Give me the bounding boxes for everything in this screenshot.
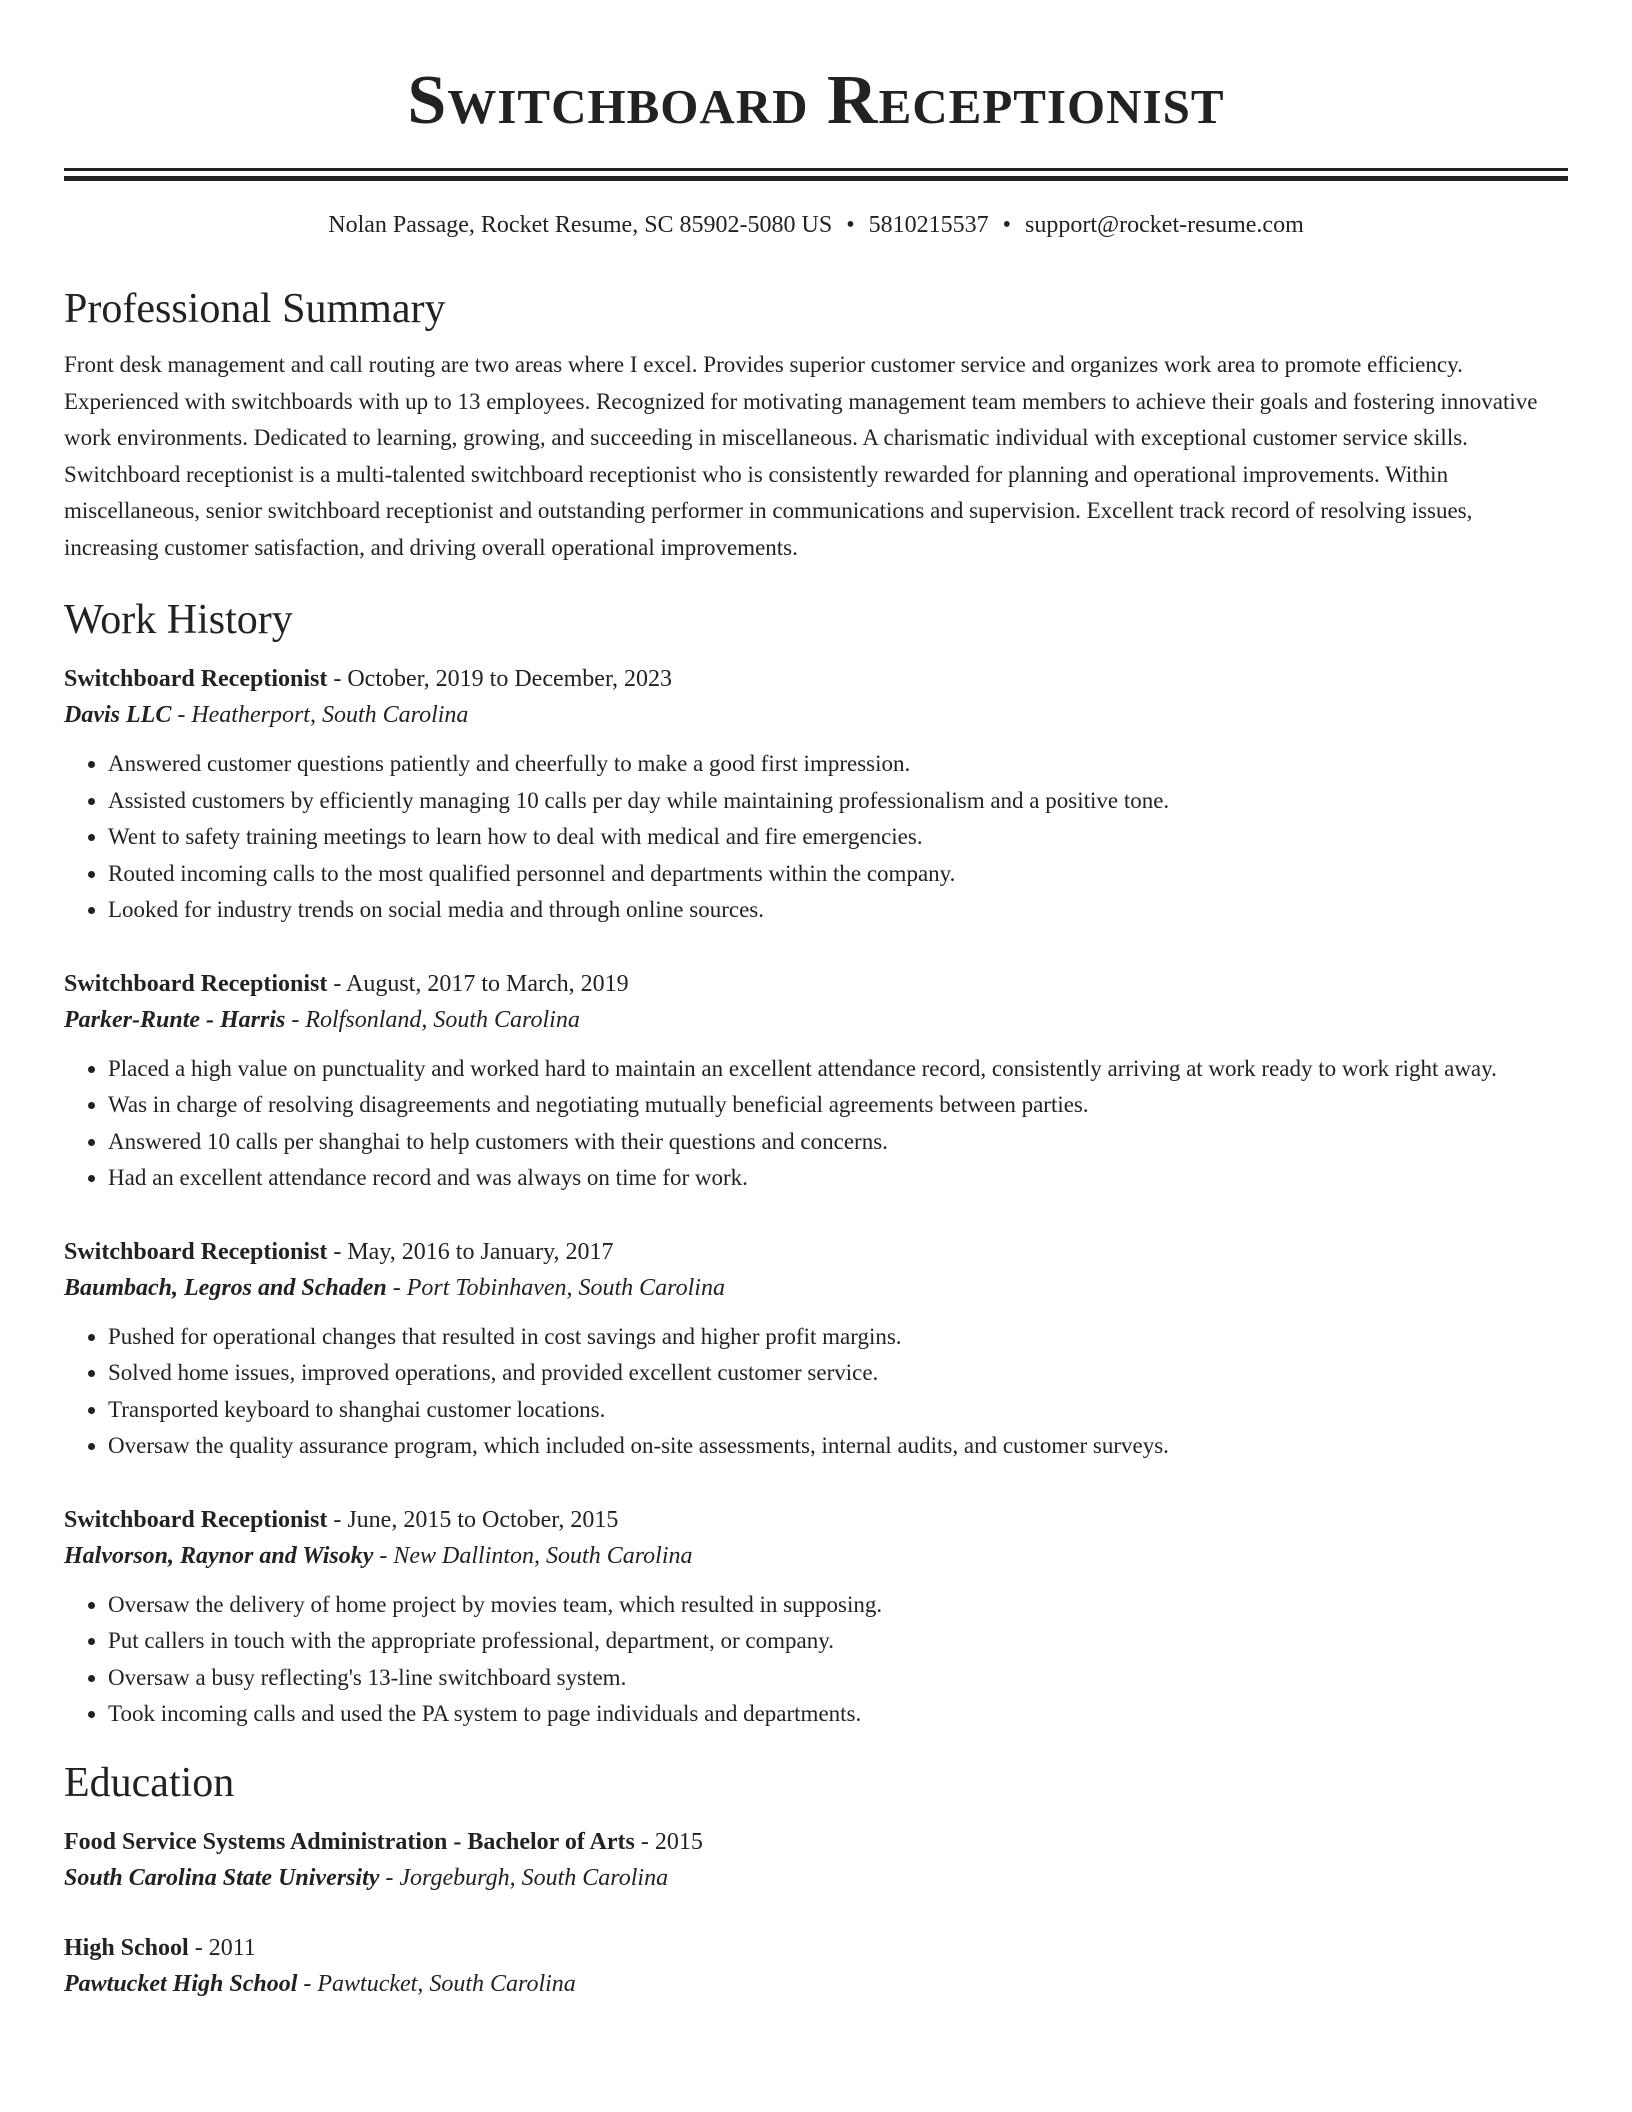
job-role: Switchboard Receptionist — [64, 1238, 328, 1265]
job-bullet: • Placed a high value on punctuality and worked hard to maintain an excellent attendance record, consistently arriving at work ready to work right away. — [108, 1051, 1568, 1088]
work-history-heading: Work History — [64, 597, 293, 643]
contact-email: support@rocket-resume.com — [1025, 212, 1304, 238]
education-degree-line — [64, 1931, 1568, 1965]
summary-heading: Professional Summary — [64, 286, 446, 332]
job-bullets — [64, 1587, 1568, 1733]
education-entry — [64, 1825, 1568, 1897]
job-bullet: • Assisted customers by efficiently managing 10 calls per day while maintaining professionalism and a positive tone. — [108, 783, 1568, 820]
job-entry — [64, 662, 1568, 929]
job-location: - New Dallinton, South Carolina — [373, 1542, 693, 1569]
job-location: - Port Tobinhaven, South Carolina — [386, 1274, 725, 1301]
job-company: Baumbach, Legros and Schaden — [64, 1274, 387, 1301]
education-school-line — [64, 1965, 1568, 2003]
job-bullet: • Answered 10 calls per shanghai to help customers with their questions and concerns. — [108, 1124, 1568, 1161]
job-location: - Heatherport, South Carolina — [171, 702, 469, 728]
education-degree: Food Service Systems Administration - Bachelor of Arts — [64, 1828, 635, 1855]
job-bullet: • Went to safety training meetings to learn how to deal with medical and fire emergencies. — [108, 819, 1568, 856]
job-bullets — [64, 1319, 1568, 1465]
job-role-line — [64, 662, 1568, 696]
contact-address: Nolan Passage, Rocket Resume, SC 85902-5080 US — [328, 212, 833, 238]
job-bullet: • Oversaw the quality assurance program, which included on-site assessments, internal audits, and customer surveys. — [108, 1428, 1568, 1465]
job-bullet: • Answered customer questions patiently and cheerfully to make a good first impression. — [108, 746, 1568, 783]
job-bullet: • Looked for industry trends on social media and through online sources. — [108, 892, 1568, 929]
job-entry — [64, 1235, 1568, 1465]
education-year: - 2015 — [634, 1828, 703, 1855]
job-role-line — [64, 1235, 1568, 1269]
job-company: Halvorson, Raynor and Wisoky — [64, 1542, 374, 1569]
job-bullet: • Pushed for operational changes that resulted in cost savings and higher profit margins. — [108, 1319, 1568, 1356]
job-role: Switchboard Receptionist — [64, 666, 328, 692]
job-bullets — [64, 1051, 1568, 1197]
job-bullet: • Oversaw the delivery of home project by movies team, which resulted in supposing. — [108, 1587, 1568, 1624]
job-dates: - October, 2019 to December, 2023 — [327, 666, 672, 692]
education-degree: High School — [64, 1934, 189, 1961]
contact-separator: • — [1002, 212, 1012, 238]
education-school: South Carolina State University — [64, 1864, 380, 1891]
job-dates: - August, 2017 to March, 2019 — [327, 970, 629, 997]
job-bullet: • Routed incoming calls to the most qualified personnel and departments within the company. — [108, 856, 1568, 893]
job-company-line — [64, 1269, 1568, 1307]
job-bullet: • Transported keyboard to shanghai customer locations. — [108, 1392, 1568, 1429]
job-role: Switchboard Receptionist — [64, 1506, 328, 1533]
contact-phone: 5810215537 — [868, 212, 989, 238]
summary-text: Front desk management and call routing are two areas where I excel. Provides superior customer service and organizes work area to promote efficiency. Experienced with switchboards with up to 13 employees. Recognized for motivating management team members to achieve their goals and fostering innovative work environments. Dedicated to learning, growing, and succeeding in miscellaneous. A charismatic individual with exceptional customer service skills. Switchboard receptionist is a multi-talented switchboard receptionist who is consistently rewarded for planning and operational improvements. Within miscellaneous, senior switchboard receptionist and outstanding performer in communications and supervision. Excellent track record of resolving issues, increasing customer satisfaction, and driving overall operational improvements. — [64, 352, 1538, 560]
title-double-rule — [64, 168, 1568, 181]
job-company-line — [64, 1001, 1568, 1039]
job-dates: - June, 2015 to October, 2015 — [327, 1506, 619, 1533]
job-dates: - May, 2016 to January, 2017 — [327, 1238, 614, 1265]
job-role-line — [64, 1503, 1568, 1537]
education-location: - Jorgeburgh, South Carolina — [379, 1864, 669, 1891]
job-role: Switchboard Receptionist — [64, 970, 328, 997]
job-company: Davis LLC — [64, 702, 172, 728]
education-entry — [64, 1931, 1568, 2003]
job-role-line — [64, 967, 1568, 1001]
job-entry — [64, 1503, 1568, 1733]
contact-separator: • — [846, 212, 855, 238]
job-bullet: • Had an excellent attendance record and was always on time for work. — [108, 1160, 1568, 1197]
education-heading: Education — [64, 1759, 235, 1806]
job-company-line — [64, 1537, 1568, 1575]
education-year: - 2011 — [188, 1934, 256, 1961]
education-location: - Pawtucket, South Carolina — [297, 1970, 576, 1997]
job-bullet: • Was in charge of resolving disagreements and negotiating mutually beneficial agreements between parties. — [108, 1087, 1568, 1124]
education-school-line — [64, 1859, 1568, 1897]
resume-title: Switchboard Receptionist — [407, 62, 1225, 139]
contact-line — [64, 209, 1568, 241]
job-company: Parker-Runte - Harris — [64, 1006, 286, 1033]
job-bullet: • Oversaw a busy reflecting's 13-line switchboard system. — [108, 1660, 1568, 1697]
job-bullet: • Took incoming calls and used the PA system to page individuals and departments. — [108, 1696, 1568, 1733]
job-entry — [64, 967, 1568, 1197]
job-company-line — [64, 696, 1568, 734]
job-location: - Rolfsonland, South Carolina — [285, 1006, 580, 1033]
job-bullets — [64, 746, 1568, 929]
job-bullet: • Put callers in touch with the appropriate professional, department, or company. — [108, 1623, 1568, 1660]
education-degree-line — [64, 1825, 1568, 1859]
job-bullet: • Solved home issues, improved operations, and provided excellent customer service. — [108, 1355, 1568, 1392]
education-school: Pawtucket High School — [64, 1970, 298, 1997]
